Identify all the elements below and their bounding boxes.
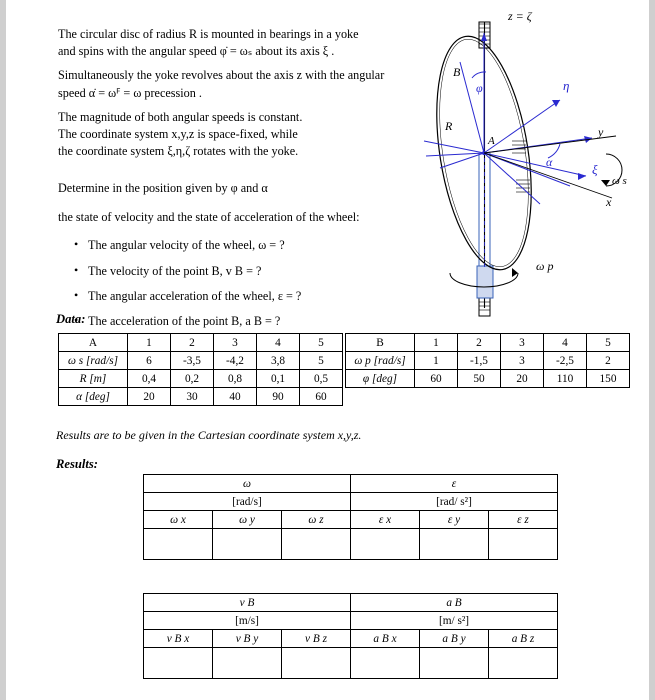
- label-z-axis: z = ζ: [508, 9, 532, 23]
- table-cell: 5: [300, 352, 343, 370]
- results-table-omega-epsilon: [143, 474, 558, 560]
- group-header: ω: [144, 475, 351, 493]
- table-cell: 20: [128, 388, 171, 406]
- table-row: [59, 388, 343, 406]
- question-line-2: the state of velocity and the state of acceleration of the wheel:: [58, 209, 360, 224]
- table-cell: 0,5: [300, 370, 343, 388]
- table-row: [144, 648, 558, 679]
- group-header: v B: [144, 594, 351, 612]
- table-row: [59, 334, 343, 352]
- answer-cell[interactable]: [351, 529, 420, 560]
- table-header-cell: 4: [544, 334, 587, 352]
- table-row: [59, 352, 343, 370]
- statement-line-7: the coordinate system ξ,η,ζ rotates with the yoke.: [58, 144, 299, 159]
- table-cell: 0,1: [257, 370, 300, 388]
- table-cell: 60: [415, 370, 458, 388]
- table-header-cell: 1: [128, 334, 171, 352]
- table-cell: 60: [300, 388, 343, 406]
- label-point-a: A: [488, 135, 495, 147]
- data-section-label: Data:: [56, 312, 86, 326]
- answer-cell[interactable]: [213, 648, 282, 679]
- row-label: α [deg]: [59, 388, 128, 406]
- table-cell: -1,5: [458, 352, 501, 370]
- row-label: ω p [rad/s]: [346, 352, 415, 370]
- list-item: • The angular velocity of the wheel, ω = ?: [88, 237, 438, 253]
- data-table-b: [345, 333, 630, 405]
- label-phi: φ: [476, 81, 483, 95]
- table-row: [346, 334, 630, 352]
- row-label: ω s [rad/s]: [59, 352, 128, 370]
- table-cell: 3: [501, 352, 544, 370]
- table-header-cell: A: [59, 334, 128, 352]
- list-item: • The angular acceleration of the wheel, ε = ?: [88, 288, 438, 304]
- table-header-cell: 2: [171, 334, 214, 352]
- table-row: [144, 612, 558, 630]
- list-item: • The acceleration of the point B, a B = ?: [88, 313, 438, 329]
- column-header: ω y: [213, 511, 282, 529]
- answer-cell[interactable]: [489, 529, 558, 560]
- table-cell: 0,8: [214, 370, 257, 388]
- question-block: [58, 168, 438, 339]
- answer-cell[interactable]: [144, 529, 213, 560]
- page-left-edge: [0, 0, 6, 700]
- y-axis-line: [484, 136, 616, 153]
- table-cell: -4,2: [214, 352, 257, 370]
- table-row: [59, 370, 343, 388]
- answer-cell[interactable]: [420, 648, 489, 679]
- table-row: [144, 630, 558, 648]
- row-label: R [m]: [59, 370, 128, 388]
- column-header: ε y: [420, 511, 489, 529]
- table-header-cell: 1: [415, 334, 458, 352]
- statement-line-6: The coordinate system x,y,z is space-fixed, while: [58, 127, 298, 142]
- data-table-a: [58, 333, 343, 406]
- label-omega-s: ω s: [612, 175, 627, 187]
- table-cell: -3,5: [171, 352, 214, 370]
- answer-cell[interactable]: [144, 648, 213, 679]
- table-row: [144, 475, 558, 493]
- statement-line-1: The circular disc of radius R is mounted in bearings in a yoke: [58, 27, 359, 41]
- label-x-axis: x: [606, 195, 612, 209]
- unit-header: [rad/s]: [144, 493, 351, 511]
- table-cell: 3,8: [257, 352, 300, 370]
- table-header-cell: 3: [501, 334, 544, 352]
- table-cell: 6: [128, 352, 171, 370]
- label-point-b: B: [453, 65, 461, 79]
- coordinate-note: Results are to be given in the Cartesian coordinate system x,y,z.: [56, 428, 362, 442]
- answer-cell[interactable]: [282, 648, 351, 679]
- statement-line-4: speed α̇ = ωꟳ = ω precession .: [58, 85, 202, 100]
- row-label: φ [deg]: [346, 370, 415, 388]
- unit-header: [m/s]: [144, 612, 351, 630]
- statement-line-5: The magnitude of both angular speeds is constant.: [58, 109, 303, 124]
- table-cell: 30: [171, 388, 214, 406]
- gyroscope-figure: [420, 8, 650, 318]
- unit-header: [m/ s²]: [351, 612, 558, 630]
- group-header: ε: [351, 475, 558, 493]
- column-header: ε z: [489, 511, 558, 529]
- column-header: v B y: [213, 630, 282, 648]
- results-section-label: Results:: [56, 457, 98, 471]
- answer-cell[interactable]: [282, 529, 351, 560]
- table-row: [346, 352, 630, 370]
- figure-svg: [420, 8, 650, 318]
- results-table-velocity-acceleration: [143, 593, 558, 679]
- table-header-cell: 3: [214, 334, 257, 352]
- table-cell: 20: [501, 370, 544, 388]
- question-bullet-list: [58, 237, 438, 329]
- answer-cell[interactable]: [351, 648, 420, 679]
- table-cell: 40: [214, 388, 257, 406]
- answer-cell[interactable]: [489, 648, 558, 679]
- column-header: a B y: [420, 630, 489, 648]
- table-row: [346, 370, 630, 388]
- statement-line-3: Simultaneously the yoke revolves about the axis z with the angular: [58, 68, 385, 83]
- table-header-cell: 4: [257, 334, 300, 352]
- answer-cell[interactable]: [420, 529, 489, 560]
- column-header: a B z: [489, 630, 558, 648]
- table-row: [144, 493, 558, 511]
- table-row: [144, 594, 558, 612]
- label-xi: ξ: [592, 162, 598, 177]
- table-header-cell: 5: [300, 334, 343, 352]
- table-header-cell: B: [346, 334, 415, 352]
- label-radius: R: [445, 119, 453, 133]
- statement-line-2: and spins with the angular speed φ̇ = ωₛ about its axis ξ .: [58, 44, 335, 59]
- column-header: v B x: [144, 630, 213, 648]
- group-header: a B: [351, 594, 558, 612]
- label-omega-p: ω p: [536, 259, 554, 273]
- label-y-axis: y: [598, 125, 604, 139]
- table-cell: -2,5: [544, 352, 587, 370]
- unit-header: [rad/ s²]: [351, 493, 558, 511]
- table-cell: 2: [587, 352, 630, 370]
- column-header: ω z: [282, 511, 351, 529]
- table-cell: 50: [458, 370, 501, 388]
- problem-statement: [58, 26, 428, 161]
- column-header: a B x: [351, 630, 420, 648]
- answer-cell[interactable]: [213, 529, 282, 560]
- table-row: [144, 511, 558, 529]
- column-header: ω x: [144, 511, 213, 529]
- table-cell: 150: [587, 370, 630, 388]
- table-cell: 110: [544, 370, 587, 388]
- list-item: • The velocity of the point B, v B = ?: [88, 263, 438, 279]
- table-header-cell: 2: [458, 334, 501, 352]
- table-header-cell: 5: [587, 334, 630, 352]
- question-line-1: Determine in the position given by φ and α: [58, 181, 268, 196]
- table-cell: 1: [415, 352, 458, 370]
- table-cell: 0,4: [128, 370, 171, 388]
- label-eta: η: [563, 78, 570, 93]
- table-row: [144, 529, 558, 560]
- table-cell: 90: [257, 388, 300, 406]
- omega-s-arrowhead: [601, 180, 610, 186]
- column-header: v B z: [282, 630, 351, 648]
- table-cell: 0,2: [171, 370, 214, 388]
- label-alpha: α: [546, 155, 553, 169]
- column-header: ε x: [351, 511, 420, 529]
